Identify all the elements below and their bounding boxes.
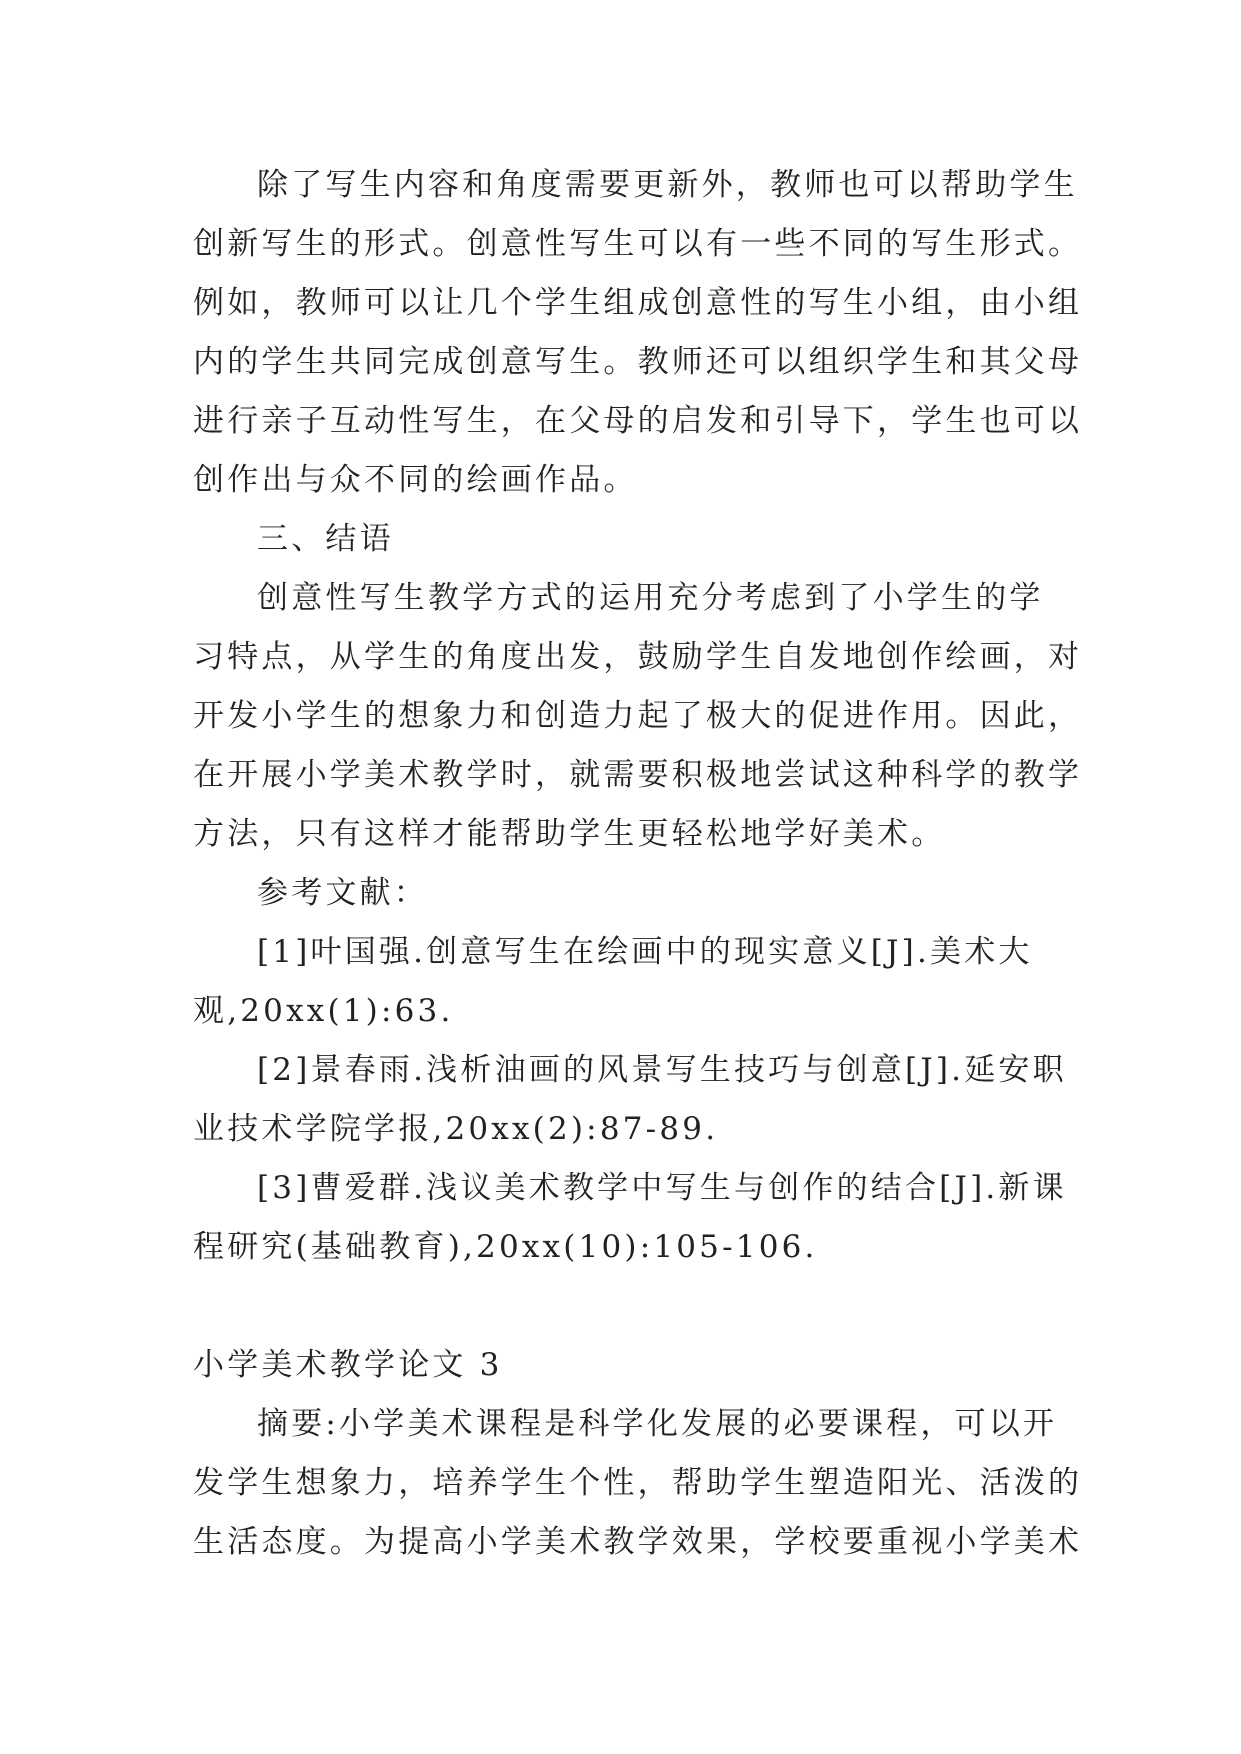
paragraph-line: 开发小学生的想象力和创造力起了极大的促进作用。因此， xyxy=(193,698,1083,734)
section-heading: 三、结语 xyxy=(257,521,394,557)
abstract-line: 生活态度。为提高小学美术教学效果，学校要重视小学美术 xyxy=(193,1524,1083,1560)
paragraph-line: 创意性写生教学方式的运用充分考虑到了小学生的学 xyxy=(257,580,1044,616)
reference-item: [2]景春雨.浅析油画的风景写生技巧与创意[J].延安职 xyxy=(257,1052,1067,1088)
paragraph-line: 方法，只有这样才能帮助学生更轻松地学好美术。 xyxy=(193,816,946,852)
abstract-line: 摘要:小学美术课程是科学化发展的必要课程，可以开 xyxy=(257,1406,1058,1442)
reference-item-continuation: 观,20xx(1):63. xyxy=(193,993,454,1029)
paragraph-line: 创作出与众不同的绘画作品。 xyxy=(193,462,638,498)
spacer xyxy=(193,1277,1073,1336)
paragraph-line: 习特点，从学生的角度出发，鼓励学生自发地创作绘画，对 xyxy=(193,639,1083,675)
paragraph-line: 例如，教师可以让几个学生组成创意性的写生小组，由小组 xyxy=(193,285,1083,321)
reference-item-continuation: 业技术学院学报,20xx(2):87-89. xyxy=(193,1111,719,1147)
document-body xyxy=(193,156,1083,1572)
abstract-line: 发学生想象力，培养学生个性，帮助学生塑造阳光、活泼的 xyxy=(193,1465,1083,1501)
paragraph-line: 除了写生内容和角度需要更新外，教师也可以帮助学生 xyxy=(257,167,1078,203)
article-title: 小学美术教学论文 3 xyxy=(193,1347,503,1383)
paragraph-line: 在开展小学美术教学时，就需要积极地尝试这种科学的教学 xyxy=(193,757,1083,793)
paragraph-line: 进行亲子互动性写生，在父母的启发和引导下，学生也可以 xyxy=(193,403,1083,439)
reference-item-continuation: 程研究(基础教育),20xx(10):105-106. xyxy=(193,1229,818,1265)
paragraph-line: 内的学生共同完成创意写生。教师还可以组织学生和其父母 xyxy=(193,344,1083,380)
reference-item: [1]叶国强.创意写生在绘画中的现实意义[J].美术大 xyxy=(257,934,1033,970)
references-heading: 参考文献： xyxy=(257,875,428,911)
reference-item: [3]曹爱群.浅议美术教学中写生与创作的结合[J].新课 xyxy=(257,1170,1067,1206)
paragraph-line: 创新写生的形式。创意性写生可以有一些不同的写生形式。 xyxy=(193,226,1083,262)
